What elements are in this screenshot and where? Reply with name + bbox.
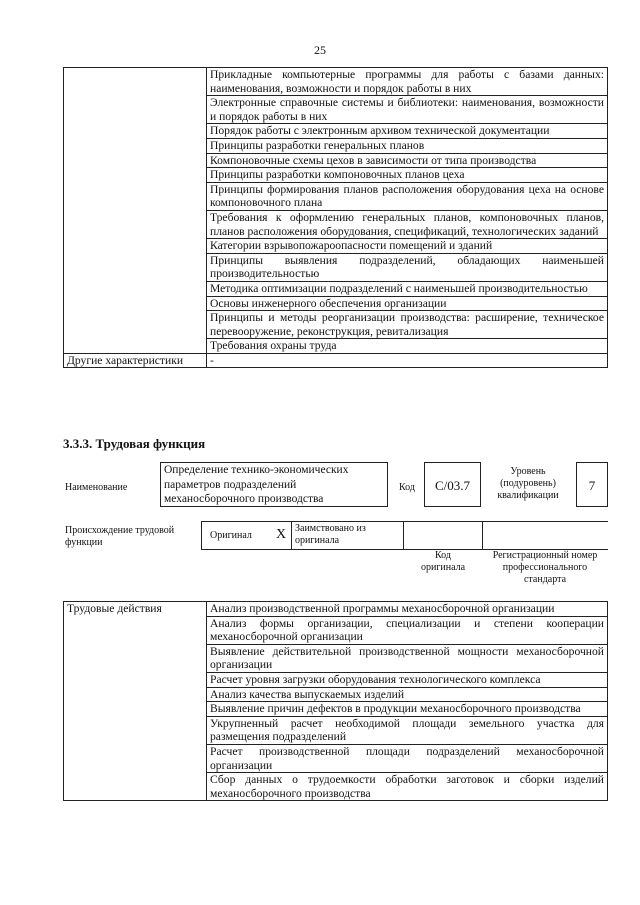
original-cell: [201, 522, 292, 549]
page-number: 25: [314, 43, 326, 57]
knowledge-row: Принципы выявления подразделений, обладающих наименьшей производительностью: [207, 253, 608, 281]
knowledge-row: Компоновочные схемы цехов в зависимости от типа производства: [207, 153, 608, 168]
knowledge-row: Электронные справочные системы и библиотеки: наименования, возможности и порядок работы в них: [207, 96, 608, 124]
action-row: Анализ производственной программы механосборочной организации: [207, 602, 608, 617]
knowledge-row: Категории взрывопожароопасности помещений и зданий: [207, 239, 608, 254]
section-heading: 3.3.3. Трудовая функция: [63, 436, 206, 451]
action-row: Сбор данных о трудоемкости обработки заготовок и сборки изделий механосборочного производства: [207, 773, 608, 801]
reg-number-label: Регистрационный номер профессионального стандарта: [492, 550, 598, 585]
knowledge-row: Требования к оформлению генеральных планов, компоновочных планов, планов расположения оборудования, спецификаций, технологических заданий: [207, 210, 608, 238]
other-characteristics-value: -: [207, 353, 608, 368]
knowledge-row: Принципы разработки компоновочных планов цеха: [207, 168, 608, 183]
knowledge-row: Порядок работы с электронным архивом технической документации: [207, 124, 608, 139]
actions-table: [63, 601, 608, 801]
action-row: Анализ формы организации, специализации и степени кооперации механосборочной организации: [207, 616, 608, 644]
action-row: Выявление причин дефектов в продукции механосборочного производства: [207, 702, 608, 717]
actions-label: Трудовые действия: [64, 602, 207, 801]
name-label: Наименование: [65, 482, 128, 493]
reg-number-cell: [482, 522, 608, 549]
borrowed-label: Заимствовано из оригинала: [295, 523, 366, 546]
action-row: Укрупненный расчет необходимой площади земельного участка для размещения подразделений: [207, 716, 608, 744]
empty-label-cell: [64, 68, 207, 354]
function-code-value: C/03.7: [424, 462, 481, 507]
action-row: Расчет уровня загрузки оборудования технологического комплекса: [207, 672, 608, 687]
knowledge-row: Основы инженерного обеспечения организации: [207, 296, 608, 311]
original-mark: X: [276, 527, 287, 542]
action-row: Анализ качества выпускаемых изделий: [207, 687, 608, 702]
knowledge-row: Принципы разработки генеральных планов: [207, 138, 608, 153]
action-row: Расчет производственной площади подразделений механосборочной организации: [207, 744, 608, 772]
code-label: Код: [399, 482, 415, 493]
knowledge-row: Методика оптимизации подразделений с наименьшей производительностью: [207, 281, 608, 296]
code-original-cell: [403, 522, 483, 549]
original-label: Оригинал: [210, 530, 252, 541]
function-name-value: Определение технико-экономических параметров подразделений механосборочного производства: [160, 462, 388, 507]
knowledge-row: Принципы формирования планов расположения оборудования цеха на основе компоновочного плана: [207, 182, 608, 210]
code-original-label: Код оригинала: [420, 550, 466, 573]
origin-row: [201, 521, 608, 550]
knowledge-row: Требования охраны труда: [207, 339, 608, 354]
qualification-level-label: Уровень (подуровень) квалификации: [497, 466, 559, 501]
other-characteristics-label: Другие характеристики: [64, 353, 207, 368]
knowledge-row: Прикладные компьютерные программы для работы с базами данных: наименования, возможности и порядок работы в них: [207, 68, 608, 96]
knowledge-row: Принципы и методы реорганизации производства: расширение, техническое перевооружение, реконструкция, ревитализация: [207, 311, 608, 339]
origin-label: Происхождение трудовой функции: [65, 525, 175, 548]
qualification-level-value: 7: [576, 462, 608, 507]
knowledge-table: [63, 67, 608, 368]
action-row: Выявление действительной производственной мощности механосборочной организации: [207, 644, 608, 672]
